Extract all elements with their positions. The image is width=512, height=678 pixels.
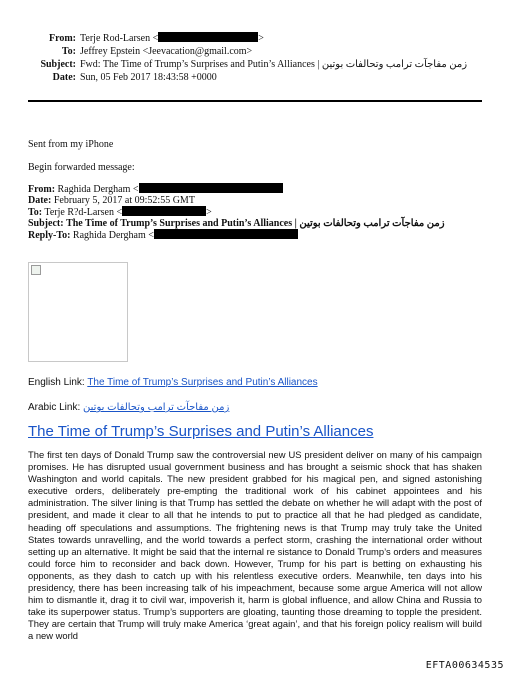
- fwd-subject-label: Subject:: [28, 218, 64, 229]
- email-header: [0, 32, 512, 84]
- header-subject-value: Fwd: The Time of Trump’s Surprises and Putin’s Alliances | زمن مفاجآت ترامب وتحالفات بوتين: [80, 59, 468, 70]
- redaction-bar: [158, 32, 258, 42]
- fwd-date-row: [28, 195, 445, 206]
- redaction-bar: [122, 206, 206, 216]
- fwd-from-row: [28, 183, 445, 195]
- begin-forwarded-text: Begin forwarded message:: [28, 162, 135, 173]
- bates-number: EFTA00634535: [425, 660, 504, 671]
- header-to-value: Jeffrey Epstein <Jeevacation@gmail.com>: [80, 46, 253, 57]
- english-link-row: [28, 377, 318, 389]
- fwd-to-row: [28, 206, 445, 218]
- header-from-value: Terje Rod-Larsen <: [80, 33, 159, 44]
- header-date-label: Date:: [52, 72, 76, 83]
- redaction-bar: [154, 229, 298, 239]
- fwd-replyto-row: [28, 229, 445, 241]
- fwd-to-value: Terje R?d-Larsen <: [44, 207, 123, 218]
- arabic-link-label: Arabic Link:: [28, 402, 81, 413]
- broken-image-placeholder: [28, 262, 128, 362]
- header-to-row: [0, 45, 512, 58]
- fwd-from-value: Raghida Dergham <: [57, 184, 139, 195]
- header-subject-row: [0, 58, 512, 71]
- english-link-label: English Link:: [28, 377, 85, 388]
- fwd-to-label: To:: [28, 207, 43, 218]
- article-title-link[interactable]: The Time of Trump’s Surprises and Putin’s Alliances: [28, 423, 374, 440]
- english-article-link[interactable]: The Time of Trump’s Surprises and Putin’s Alliances: [87, 377, 318, 388]
- fwd-to-close: >: [206, 207, 212, 218]
- fwd-subject-row: [28, 218, 445, 229]
- header-divider: [28, 100, 482, 102]
- article-body: The first ten days of Donald Trump saw the controversial new US president deliver on many of his campaign promises. He has disrupted usual government business and has brought a seismic shock that has shaken Washington and world capitals. The new president grabbed for his magical pen, and signed astonishing executive orders, deliberately pre-empting the traditional work of his cabinet appointees and his administration. The silver lining is that Trump has settled the debate on whether he will adapt with the post of president, and made it clear to all that he intends to put to practice all that he had pledged as candidate, heading off speculations and assumptions. The frightening news is that Trump may truly take the United States towards unravelling, and the world towards a perfect storm, crashing the international order without setting up an alternative. It might be said that the internal re sistance to Donald Trump’s orders and measures could force him to reconsider and back down. However, Trump for his part is betting on exhausting his opponents, as they dash to catch up with his relentless executive orders. Meanwhile, ten days into his presidency, there has been increasing talk of his impeachment, because some argue America will not allow him to dismantle it, drag it to civil war, impoverish it, harm is global influence, and allow China and Russia to take its superpower status. Trump’s supporters are gloating, taunting those dreaming to topple the president. They are certain that Trump will truly make America ‘great again’, and that his foreign policy realism will build a new world: [28, 449, 482, 642]
- fwd-subject-value: The Time of Trump’s Surprises and Putin’s Alliances | زمن مفاجآت ترامب وتحالفات بوتين: [66, 218, 445, 229]
- header-from-row: [0, 32, 512, 45]
- arabic-link-row: [28, 402, 229, 414]
- fwd-date-value: February 5, 2017 at 09:52:55 GMT: [53, 195, 195, 206]
- header-to-label: To:: [61, 46, 76, 57]
- fwd-replyto-label: Reply-To:: [28, 230, 71, 241]
- redaction-bar: [139, 183, 283, 193]
- fwd-replyto-value: Raghida Dergham <: [72, 230, 154, 241]
- arabic-article-link[interactable]: زمن مفاجآت ترامب وتحالفات بوتين: [83, 402, 230, 413]
- sent-from-text: Sent from my iPhone: [28, 139, 114, 150]
- fwd-date-label: Date:: [28, 195, 52, 206]
- forwarded-header: [28, 183, 445, 241]
- header-from-close: >: [258, 33, 264, 44]
- header-from-label: From:: [48, 33, 76, 44]
- broken-image-icon: [31, 265, 41, 275]
- fwd-from-label: From:: [28, 184, 56, 195]
- header-date-row: [0, 71, 512, 84]
- header-subject-label: Subject:: [40, 59, 76, 70]
- header-date-value: Sun, 05 Feb 2017 18:43:58 +0000: [80, 72, 217, 83]
